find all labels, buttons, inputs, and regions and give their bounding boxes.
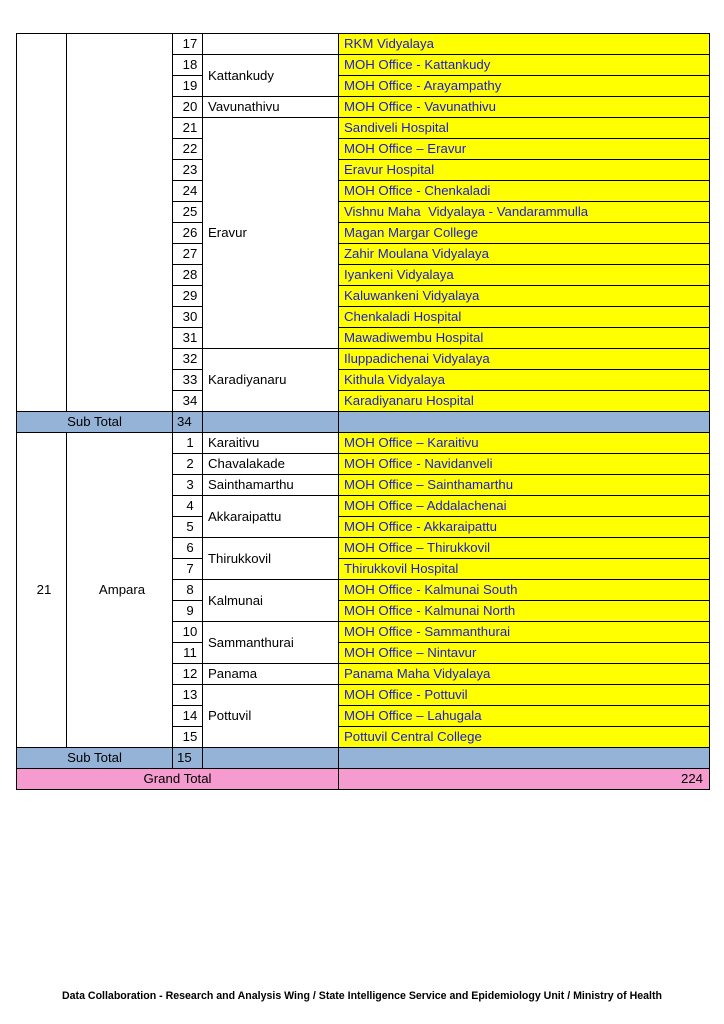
site-name: MOH Office - Sammanthurai bbox=[339, 622, 710, 643]
row-number: 23 bbox=[173, 160, 203, 181]
site-name: Thirukkovil Hospital bbox=[339, 559, 710, 580]
row-number: 9 bbox=[173, 601, 203, 622]
row-number: 17 bbox=[173, 34, 203, 55]
subtotal-label: Sub Total bbox=[17, 412, 173, 433]
row-number: 31 bbox=[173, 328, 203, 349]
site-name: Eravur Hospital bbox=[339, 160, 710, 181]
row-number: 12 bbox=[173, 664, 203, 685]
site-name: Magan Margar College bbox=[339, 223, 710, 244]
site-name: MOH Office – Thirukkovil bbox=[339, 538, 710, 559]
row-number: 6 bbox=[173, 538, 203, 559]
site-name: Mawadiwembu Hospital bbox=[339, 328, 710, 349]
site-name: MOH Office - Akkaraipattu bbox=[339, 517, 710, 538]
site-name: Zahir Moulana Vidyalaya bbox=[339, 244, 710, 265]
row-number: 5 bbox=[173, 517, 203, 538]
row-number: 30 bbox=[173, 307, 203, 328]
site-name: MOH Office - Kattankudy bbox=[339, 55, 710, 76]
subtotal-row bbox=[17, 748, 710, 769]
row-number: 24 bbox=[173, 181, 203, 202]
moh-area-panama: Panama bbox=[203, 664, 339, 685]
row-number: 2 bbox=[173, 454, 203, 475]
site-name: Karadiyanaru Hospital bbox=[339, 391, 710, 412]
row-number: 3 bbox=[173, 475, 203, 496]
subtotal-row bbox=[17, 412, 710, 433]
moh-area-sammanthurai: Sammanthurai bbox=[203, 622, 339, 664]
table-row bbox=[17, 433, 710, 454]
moh-area-chavalakade: Chavalakade bbox=[203, 454, 339, 475]
moh-area-vavunathivu: Vavunathivu bbox=[203, 97, 339, 118]
row-number: 7 bbox=[173, 559, 203, 580]
grand-total-row bbox=[17, 769, 710, 790]
moh-area-eravur: Eravur bbox=[203, 118, 339, 349]
grand-total-value: 224 bbox=[339, 769, 710, 790]
table-row bbox=[17, 34, 710, 55]
row-number: 13 bbox=[173, 685, 203, 706]
subtotal-empty-cell bbox=[203, 748, 339, 769]
site-name: MOH Office – Eravur bbox=[339, 139, 710, 160]
site-name: MOH Office - Arayampathy bbox=[339, 76, 710, 97]
site-name: Sandiveli Hospital bbox=[339, 118, 710, 139]
site-name: Kithula Vidyalaya bbox=[339, 370, 710, 391]
row-number: 19 bbox=[173, 76, 203, 97]
moh-area-cell bbox=[203, 34, 339, 55]
site-name: Panama Maha Vidyalaya bbox=[339, 664, 710, 685]
row-number: 11 bbox=[173, 643, 203, 664]
moh-area-sainthamarthu: Sainthamarthu bbox=[203, 475, 339, 496]
site-name: MOH Office – Nintavur bbox=[339, 643, 710, 664]
district-name-cell bbox=[67, 34, 173, 412]
grand-total-label: Grand Total bbox=[17, 769, 339, 790]
subtotal-empty-cell bbox=[203, 412, 339, 433]
row-number: 33 bbox=[173, 370, 203, 391]
row-number: 4 bbox=[173, 496, 203, 517]
row-number: 1 bbox=[173, 433, 203, 454]
subtotal-value: 15 bbox=[173, 748, 203, 769]
site-name: Iluppadichenai Vidyalaya bbox=[339, 349, 710, 370]
site-name: MOH Office - Vavunathivu bbox=[339, 97, 710, 118]
row-number: 27 bbox=[173, 244, 203, 265]
site-name: MOH Office - Kalmunai North bbox=[339, 601, 710, 622]
site-name: MOH Office - Pottuvil bbox=[339, 685, 710, 706]
moh-area-kattankudy: Kattankudy bbox=[203, 55, 339, 97]
vaccination-centers-table bbox=[16, 33, 710, 790]
site-name: MOH Office – Addalachenai bbox=[339, 496, 710, 517]
row-number: 15 bbox=[173, 727, 203, 748]
moh-area-thirukkovil: Thirukkovil bbox=[203, 538, 339, 580]
site-name: MOH Office - Navidanveli bbox=[339, 454, 710, 475]
page-footer: Data Collaboration - Research and Analysis Wing / State Intelligence Service and Epidemiology Unit / Ministry of Health bbox=[62, 990, 662, 1002]
district-number: 21 bbox=[17, 433, 67, 748]
district-number-cell bbox=[17, 34, 67, 412]
site-name: MOH Office – Karaitivu bbox=[339, 433, 710, 454]
site-name: MOH Office – Lahugala bbox=[339, 706, 710, 727]
row-number: 20 bbox=[173, 97, 203, 118]
row-number: 34 bbox=[173, 391, 203, 412]
site-name: RKM Vidyalaya bbox=[339, 34, 710, 55]
row-number: 25 bbox=[173, 202, 203, 223]
site-name: MOH Office – Sainthamarthu bbox=[339, 475, 710, 496]
moh-area-karadiyanaru: Karadiyanaru bbox=[203, 349, 339, 412]
subtotal-label: Sub Total bbox=[17, 748, 173, 769]
row-number: 28 bbox=[173, 265, 203, 286]
subtotal-value: 34 bbox=[173, 412, 203, 433]
moh-area-karaitivu: Karaitivu bbox=[203, 433, 339, 454]
site-name: Pottuvil Central College bbox=[339, 727, 710, 748]
moh-area-akkaraipattu: Akkaraipattu bbox=[203, 496, 339, 538]
row-number: 29 bbox=[173, 286, 203, 307]
row-number: 21 bbox=[173, 118, 203, 139]
site-name: Chenkaladi Hospital bbox=[339, 307, 710, 328]
row-number: 8 bbox=[173, 580, 203, 601]
moh-area-pottuvil: Pottuvil bbox=[203, 685, 339, 748]
row-number: 26 bbox=[173, 223, 203, 244]
site-name: MOH Office - Chenkaladi bbox=[339, 181, 710, 202]
district-name: Ampara bbox=[67, 433, 173, 748]
row-number: 18 bbox=[173, 55, 203, 76]
moh-area-kalmunai: Kalmunai bbox=[203, 580, 339, 622]
subtotal-empty-cell bbox=[339, 748, 710, 769]
row-number: 32 bbox=[173, 349, 203, 370]
row-number: 22 bbox=[173, 139, 203, 160]
row-number: 14 bbox=[173, 706, 203, 727]
site-name: Vishnu Maha Vidyalaya - Vandarammulla bbox=[339, 202, 710, 223]
site-name: Kaluwankeni Vidyalaya bbox=[339, 286, 710, 307]
site-name: MOH Office - Kalmunai South bbox=[339, 580, 710, 601]
site-name: Iyankeni Vidyalaya bbox=[339, 265, 710, 286]
subtotal-empty-cell bbox=[339, 412, 710, 433]
row-number: 10 bbox=[173, 622, 203, 643]
